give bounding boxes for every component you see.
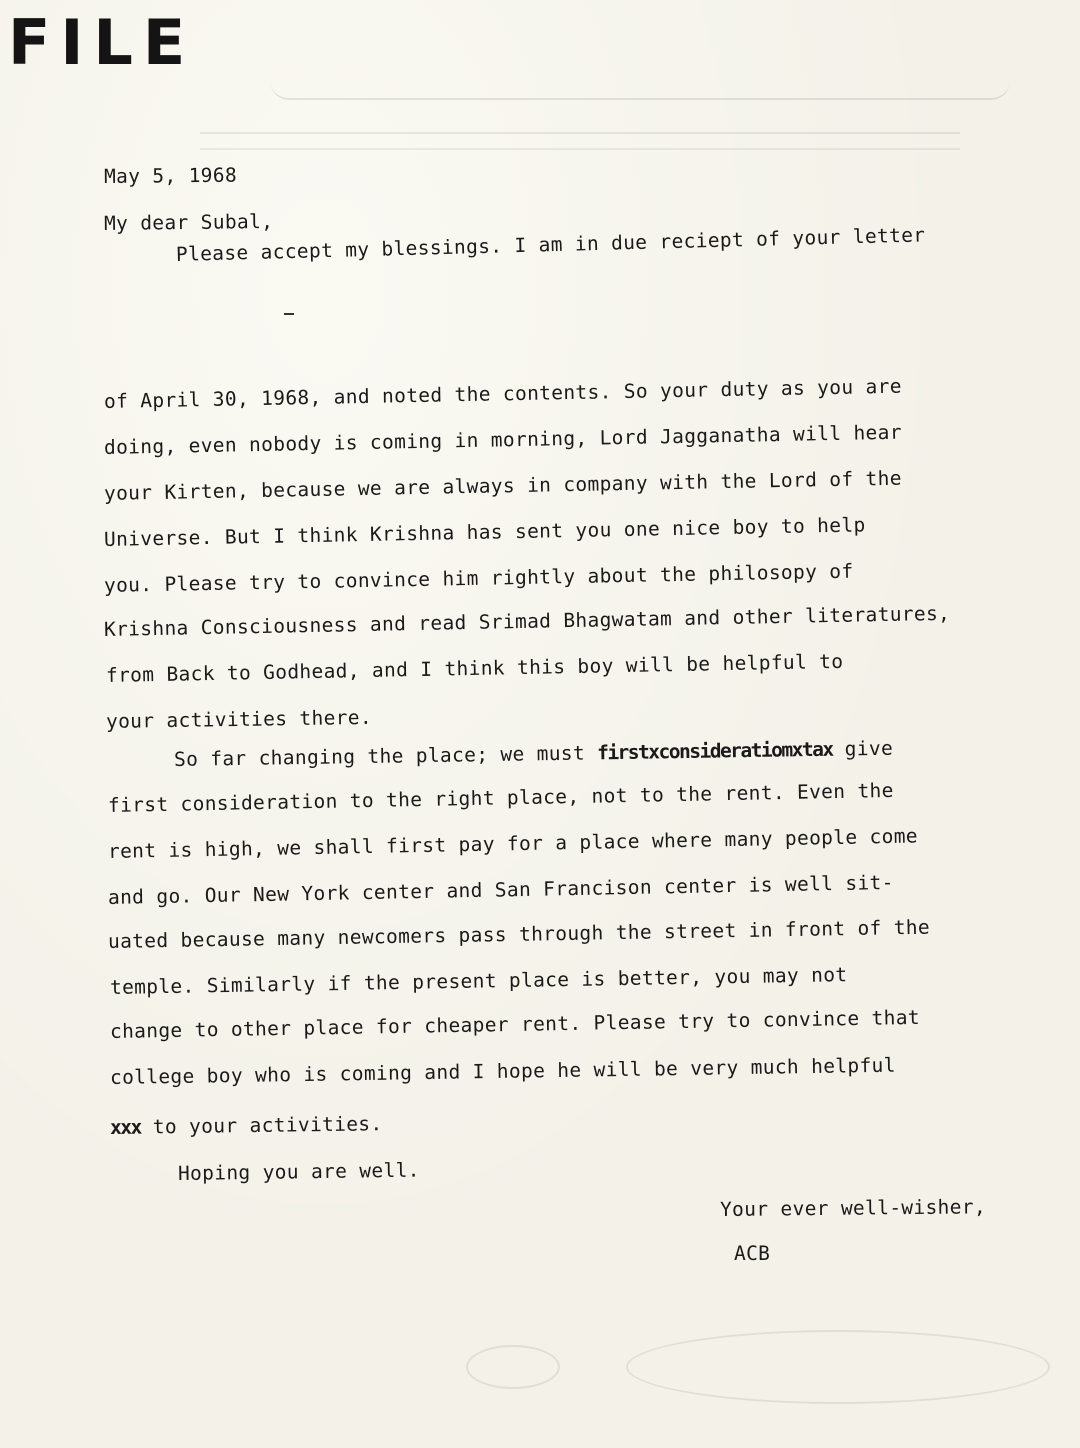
bleed-through-letterhead (250, 62, 1010, 112)
body-line-19: Hoping you are well. (177, 1158, 420, 1185)
body-line-6: you. Please try to convince him rightly about the philosopy of (103, 559, 854, 597)
struck-small: xxx (109, 1115, 141, 1139)
body-line-15: temple. Similarly if the present place is better, you may not (109, 963, 848, 999)
letter-signature: ACB (734, 1242, 771, 1265)
body-line-11: first consideration to the right place, not to the rent. Even the (107, 778, 894, 817)
body-line-4: your Kirten, because we are always in company with the Lord of the (103, 466, 903, 505)
body-line-1: Please accept my blessings. I am in due reciept of your letter (175, 223, 926, 266)
body-line-16: change to other place for cheaper rent. Please try to convince that (109, 1005, 921, 1043)
bleed-through-subtitle (200, 132, 960, 158)
body-line-14: uated because many newcomers pass through the street in front of the (107, 915, 931, 953)
file-stamp: FILE (8, 6, 196, 79)
body-line-5: Universe. But I think Krishna has sent you one nice boy to help (103, 513, 866, 551)
struck-text: firstxconsideratiomxtax (596, 737, 833, 765)
body-line-7: Krishna Consciousness and read Srimad Bhagwatam and other literatures, (103, 601, 951, 641)
body-line-10 (174, 737, 893, 771)
letter-closing: Your ever well-wisher, (719, 1195, 987, 1221)
stray-mark (284, 313, 294, 315)
body-line-2: of April 30, 1968, and noted the contents. So your duty as you are (103, 374, 903, 413)
body-line-12: rent is high, we shall first pay for a place where many people come (107, 824, 919, 863)
body-line-3: doing, even nobody is coming in morning, Lord Jagganatha will hear (103, 420, 903, 459)
body-line-17: college boy who is coming and I hope he will be very much helpful (109, 1053, 896, 1089)
body-line-18 (110, 1112, 383, 1139)
body-line-8: from Back to Godhead, and I think this boy will be helpful to (105, 649, 844, 687)
body-line-18-text: to your activities. (152, 1112, 383, 1139)
body-line-10-end: give (844, 736, 894, 761)
body-line-13: and go. Our New York center and San Francison center is well sit- (107, 870, 894, 909)
letter-salutation: My dear Subal, (103, 209, 274, 235)
bleed-through-signature (0, 1290, 1080, 1430)
body-line-10-text: So far changing the place; we must (173, 741, 586, 771)
body-line-9: your activities there. (105, 705, 373, 733)
letter-date: May 5, 1968 (103, 163, 238, 188)
